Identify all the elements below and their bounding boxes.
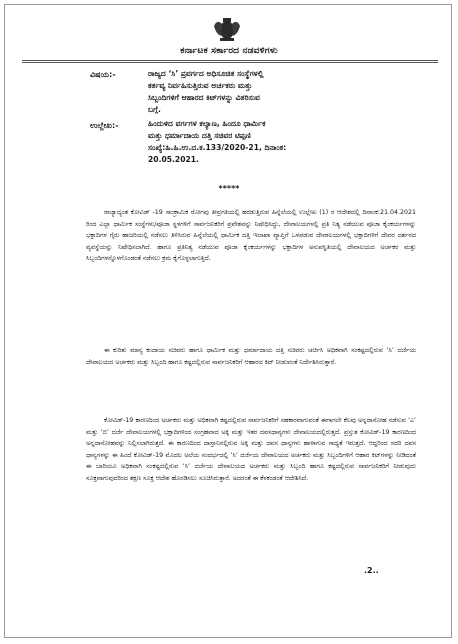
page-number: .2..	[364, 566, 379, 575]
karnataka-state-emblem-icon	[212, 16, 242, 42]
subject-label: ವಿಷಯ:-	[90, 70, 116, 79]
section-separator: *****	[218, 184, 240, 193]
body-paragraph: ಈ ಕುರಿತು ಮಾನ್ಯ ಕಂದಾಯ ಸಚಿವರು ಹಾಗೂ ಧಾರ್ಮಿಕ ಮತ್ತು ಧರ್ಮಾದಾಯ ದತ್ತಿ ಸಚಿವರು ಚರ್ಚಿಸಿ ಅಧಿಕವಾಗಿ ಸಂಕಷ್ಟದಲ್ಲಿರುವ ‘ಸಿ’ ದರ್ಜೆಯ ದೇವಾಲಯದ ಅರ್ಚಕರು ಮತ್ತು ಸಿಬ್ಬಂದಿ ಹಾಗೂ ಕಷ್ಟದಲ್ಲಿರುವ ಸಾರ್ವಜನಿಕರಿಗೆ ಆಹಾರದ ಕಿಟ್ ನೀಡುವಂತೆ ನಿರ್ದೇಶಿಸಿರುತ್ತಾರೆ.	[86, 347, 416, 366]
body-paragraph: ಕೋವಿಡ್-19 ಕಾರಣದಿಂದ ಅರ್ಚಕರು ಮತ್ತು ಅಧಿಕವಾಗಿ ಕಷ್ಟದಲ್ಲಿರುವ ಸಾರ್ವಜನಿಕರಿಗೆ ಸಹಕಾರವಾಗುವಂತೆ ಈಗಾಗಲೇ ಕೆಲವು ಅನ್ನದಾಸೋಹ ನಡೆಸುವ ‘ಎ’ ಮತ್ತು ‘ಬಿ’ ದರ್ಜೆ ದೇವಾಲಯಗಳಲ್ಲಿ ಭಕ್ತಾದಿಗಳಿಂದ ಸಂಗ್ರಹವಾದ ಅಕ್ಕಿ ಮತ್ತು ಇತರ ದವಸಧಾನ್ಯಗಳು ದೇವಾಲಯದಲ್ಲಿರುತ್ತದೆ. ಪ್ರಸ್ತುತ ಕೋವಿಡ್-19 ಕಾರಣದಿಂದ ಅನ್ನದಾಸೋಹವನ್ನು ನಿಲ್ಲಿಸಲಾಗಿರುತ್ತದೆ. ಈ ಕಾರಣದಿಂದ ದಾಸ್ತಾನಿನಲ್ಲಿರುವ ಅಕ್ಕಿ ಮತ್ತು ದವಸ ಧಾನ್ಯಗಳು ಹಾಳಾಗುವ ಸಾಧ್ಯತೆ ಇರುತ್ತದೆ. ಆದ್ದರಿಂದ ಸದರಿ ದವಸ ಧಾನ್ಯಗಳನ್ನು ಈ ಹಿಂದೆ ಕೋವಿಡ್-19 ಮೊದಲ ಅಲೆಯ ಸಂದರ್ಭದಲ್ಲಿ ‘ಸಿ’ ದರ್ಜೆಯ ದೇವಾಲಯದ ಅರ್ಚಕರು ಮತ್ತು ಸಿಬ್ಬಂದಿಗಳಿಗೆ ಆಹಾರ ಕಿಟ್‌ಗಳನ್ನು ನೀಡಿದಂತೆ ಈ ಬಾರಿಯೂ ಅಧಿಕವಾಗಿ ಸಂಕಷ್ಟದಲ್ಲಿರುವ ‘ಸಿ’ ದರ್ಜೆಯ ದೇವಾಲಯದ ಅರ್ಚಕರು ಮತ್ತು ಸಿಬ್ಬಂದಿ ಹಾಗೂ ಕಷ್ಟದಲ್ಲಿರುವ ಸಾರ್ವಜನಿಕರಿಗೆ ನೀಡುವುದು ಸೂಕ್ತವಾಗುವುದರಿಂದ ತಕ್ಷಣ ಸೂಕ್ತ ಆದೇಶ ಹೊರಡಿಸಲು ಸೂಚಿಸಿರುತ್ತಾರೆ. ಅದರಂತೆ ಈ ಕೆಳಕಂಡಂತೆ ಆದೇಶಿಸಿದೆ.	[86, 417, 416, 482]
subject-line: ರಾಜ್ಯದ ‘ಸಿ’ ಪ್ರವರ್ಗದ ಅಧಿಸೂಚಿತ ಸಂಸ್ಥೆಗಳಲ್ಲಿ	[148, 69, 264, 78]
body-paragraph: ರಾಜ್ಯಾದ್ಯಂತ ಕೋವಿಡ್ -19 ಸಾಂಕ್ರಾಮಿಕ ರೋಗವು ತೀವ್ರಗತಿಯಲ್ಲಿ ಹರಡುತ್ತಿರುವ ಹಿನ್ನೆಲೆಯಲ್ಲಿ ಉಲ್ಲೇಖ (1) ರ ಆದೇಶದಲ್ಲಿ ದಿನಾಂಕ:21.04.2021 ರಿಂದ ಎಲ್ಲಾ ಧಾರ್ಮಿಕ ಸಂಸ್ಥೆಗಳು/ಪೂಜಾ ಸ್ಥಳಗಳಿಗೆ ಸಾರ್ವಜನಿಕರಿಗೆ ಪ್ರವೇಶವನ್ನು ನಿಷೇಧಿಸಿದ್ದು, ದೇವಾಲಯಗಳಲ್ಲಿ ಪ್ರತಿ ನಿತ್ಯ ನಡೆಯುವ ಪೂಜಾ ಕೈಂಕರ್ಯಗಳನ್ನು ಭಕ್ತಾದಿಗಳ ಗೈರು ಹಾಜರಿಯಲ್ಲಿ ನಡೆಸಲು ತಿಳಿಸಿರುವ ಹಿನ್ನೆಲೆಯಲ್ಲಿ ಧಾರ್ಮಿಕ ದತ್ತಿ ಇಲಾಖಾ ವ್ಯಾಪ್ತಿಗೆ ಒಳಪಡುವ ದೇವಾಲಯಗಳಲ್ಲಿ ಭಕ್ತಾದಿಗಳಿಗೆ ದೇವರ ದರ್ಶನದ ವ್ಯವಸ್ಥೆಯನ್ನು ನಿಷೇಧಿಸಲಾಗಿದೆ. ಹಾಗೂ ಪ್ರತಿನಿತ್ಯ ನಡೆಯುವ ಪೂಜಾ ಕೈಂಕರ್ಯಗಳನ್ನು ಭಕ್ತಾದಿಗಳ ಅನುಪಸ್ಥಿತಿಯಲ್ಲಿ ದೇವಾಲಯದ ಅರ್ಚಕರ ಮತ್ತು ಸಿಬ್ಬಂದಿಗಳನ್ನೊಳಗೊಂಡಂತೆ ನಡೆಸಲು ಕ್ರಮ ಕೈಗೊಳ್ಳಲಾಗುತ್ತಿದೆ.	[86, 209, 416, 263]
header-rule-2	[22, 62, 438, 63]
reference-label: ಉಲ್ಲೇಖ:-	[90, 121, 119, 130]
subject-line: ಕರ್ತವ್ಯ ನಿರ್ವಹಿಸುತ್ತಿರುವ ಅರ್ಚಕರು ಮತ್ತು	[148, 81, 253, 90]
reference-line: 20.05.2021.	[148, 155, 199, 164]
reference-line: ಮತ್ತು ಧರ್ಮಾದಾಯ ದತ್ತಿ ಸಚಿವರ ಟಿಪ್ಪಣಿ	[148, 131, 251, 140]
subject-line: ಸಿಬ್ಬಂದಿಗಳಿಗೆ ಆಹಾರದ ಕಿಟ್‌ಗಳನ್ನು ವಿತರಿಸುವ	[148, 93, 260, 102]
reference-line: ಸಂಖ್ಯೆ:ಹಿ.ಹಿ.ಉ.ದ.ಕ.133/2020-21, ದಿನಾಂಕ:	[148, 143, 287, 152]
subject-line: ಬಗ್ಗೆ.	[148, 105, 161, 114]
reference-text	[148, 118, 418, 166]
document-title: ಕರ್ನಾಟಕ ಸರ್ಕಾರದ ನಡವಳಿಗಳು	[180, 46, 278, 56]
reference-line: ಹಿಂದುಳಿದ ವರ್ಗಗಳ ಕಲ್ಯಾಣ, ಹಿಂದೂ ಧಾರ್ಮಿಕ	[148, 119, 266, 128]
subject-text	[148, 68, 418, 116]
header-rule	[22, 60, 438, 61]
